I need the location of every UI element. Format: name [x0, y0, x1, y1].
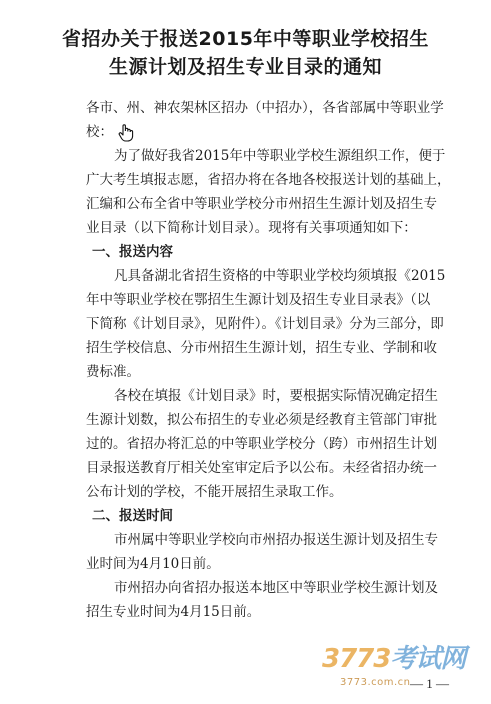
body-line: 为了做好我省2015年中等职业学校生源组织工作，便于: [114, 148, 446, 164]
section-heading: 二、报送时间: [92, 508, 173, 524]
body-line: 费标准。: [86, 364, 140, 380]
page-number: — 1 —: [410, 676, 449, 691]
body-line: 广大考生填报志愿，省招办将在各地各校报送计划的基础上，: [86, 172, 451, 188]
body-line: 招生学校信息、分市州招生生源计划，招生专业、学制和收: [86, 340, 437, 356]
body-line: 下简称《计划目录》，见附件）。《计划目录》分为三部分，即: [86, 316, 444, 332]
body-line: 过的。省招办将汇总的中等职业学校分（跨）市州招生计划: [86, 436, 437, 452]
body-line: 市州招办向省招办报送本地区中等职业学校生源计划及: [114, 580, 438, 596]
body-line: 各校在填报《计划目录》时，要根据实际情况确定招生: [114, 388, 438, 404]
body-line: 市州属中等职业学校向市州招办报送生源计划及招生专: [114, 532, 438, 548]
body-line: 汇编和公布全省中等职业学校分市州招生生源计划及招生专: [86, 196, 437, 212]
body-line: 校：: [86, 124, 113, 140]
body-line: 各市、州、神农架林区招办（中招办），各省部属中等职业学: [86, 100, 444, 116]
body-line: 生源计划数，拟公布招生的专业必须是经教育主管部门审批: [86, 412, 437, 428]
body-line: 年中等职业学校在鄂招生生源计划及招生专业目录表》（以: [86, 292, 431, 308]
body-line: 凡具备湖北省招生资格的中等职业学校均须填报《2015: [114, 268, 446, 284]
section-heading: 一、报送内容: [92, 244, 173, 260]
body-line: 业时间为4月10日前。: [86, 556, 220, 572]
watermark-logo-number: 3773: [322, 644, 391, 674]
hand-cursor-icon: [117, 123, 135, 143]
watermark-logo-text: 考试网: [390, 644, 466, 674]
body-line: 公布计划的学校，不能开展招生录取工作。: [86, 484, 343, 500]
notice-title-line-1: 省招办关于报送2015年中等职业学校招生: [62, 28, 429, 50]
notice-title-line-2: 生源计划及招生专业目录的通知: [108, 56, 382, 78]
body-line: 目录报送教育厅相关处室审定后予以公布。未经省招办统一: [86, 460, 437, 476]
watermark-url: 3773.com.cn: [340, 677, 411, 688]
watermark-logo: [322, 638, 465, 675]
body-line: 招生专业时间为4月15日前。: [86, 604, 261, 620]
body-line: 业目录（以下简称计划目录）。现将有关事项通知如下：: [86, 220, 417, 236]
